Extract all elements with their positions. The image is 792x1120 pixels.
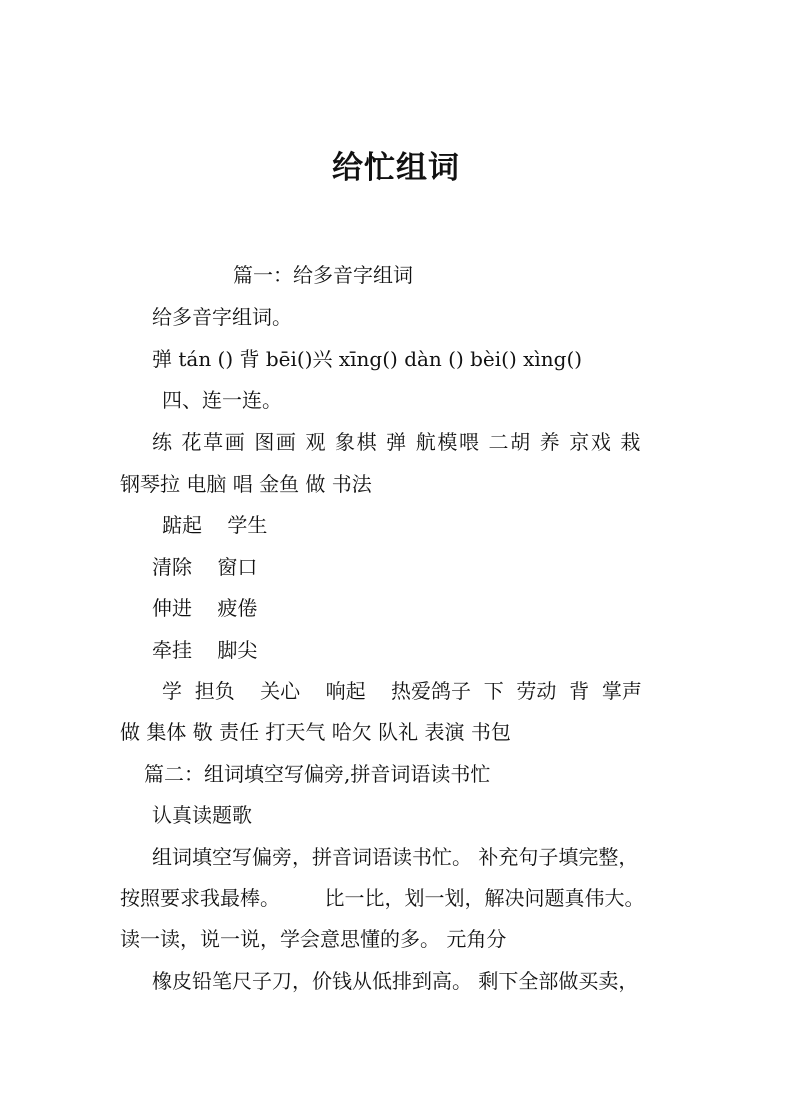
- text-line: 按照要求我最棒。 比一比，划一划，解决问题真伟大。: [120, 886, 645, 910]
- text-line: 认真读题歌: [152, 803, 252, 827]
- text-line: 弹 tán () 背 bēi()兴 xīng() dàn () bèi() xìng(): [152, 347, 583, 371]
- text-line: 橡皮铅笔尺子刀，价钱从低排到高。 剩下全部做买卖，: [152, 969, 639, 993]
- text-line: 踮起 学生: [162, 513, 268, 537]
- text-line: 学 担负 关心 响起 热爱鸽子 下 劳动 背 掌声: [162, 679, 642, 703]
- text-line: 伸进 疲倦: [152, 596, 258, 620]
- text-line: 给多音字组词。: [152, 305, 292, 329]
- text-line: 清除 窗口: [152, 555, 258, 579]
- text-line: 钢琴拉 电脑 唱 金鱼 做 书法: [120, 472, 372, 496]
- text-line: 做 集体 敬 责任 打天气 哈欠 队礼 表演 书包: [120, 720, 511, 744]
- section-heading-2: 篇二：组词填空写偏旁,拼音词语读书忙: [144, 762, 491, 786]
- section-heading-1: 篇一：给多音字组词: [233, 263, 413, 287]
- text-line: 四、连一连。: [162, 388, 282, 412]
- text-line: 读一读，说一说，学会意思懂的多。 元角分: [120, 927, 507, 951]
- text-line: [152, 428, 672, 456]
- document-title: 给忙组词: [332, 150, 460, 186]
- text-line-content: 练 花草画 图画 观 象棋 弹 航模喂 二胡 养 京戏 栽: [152, 430, 642, 454]
- text-line: 牵挂 脚尖: [152, 638, 258, 662]
- text-line: 组词填空写偏旁，拼音词语读书忙。 补充句子填完整，: [152, 845, 639, 869]
